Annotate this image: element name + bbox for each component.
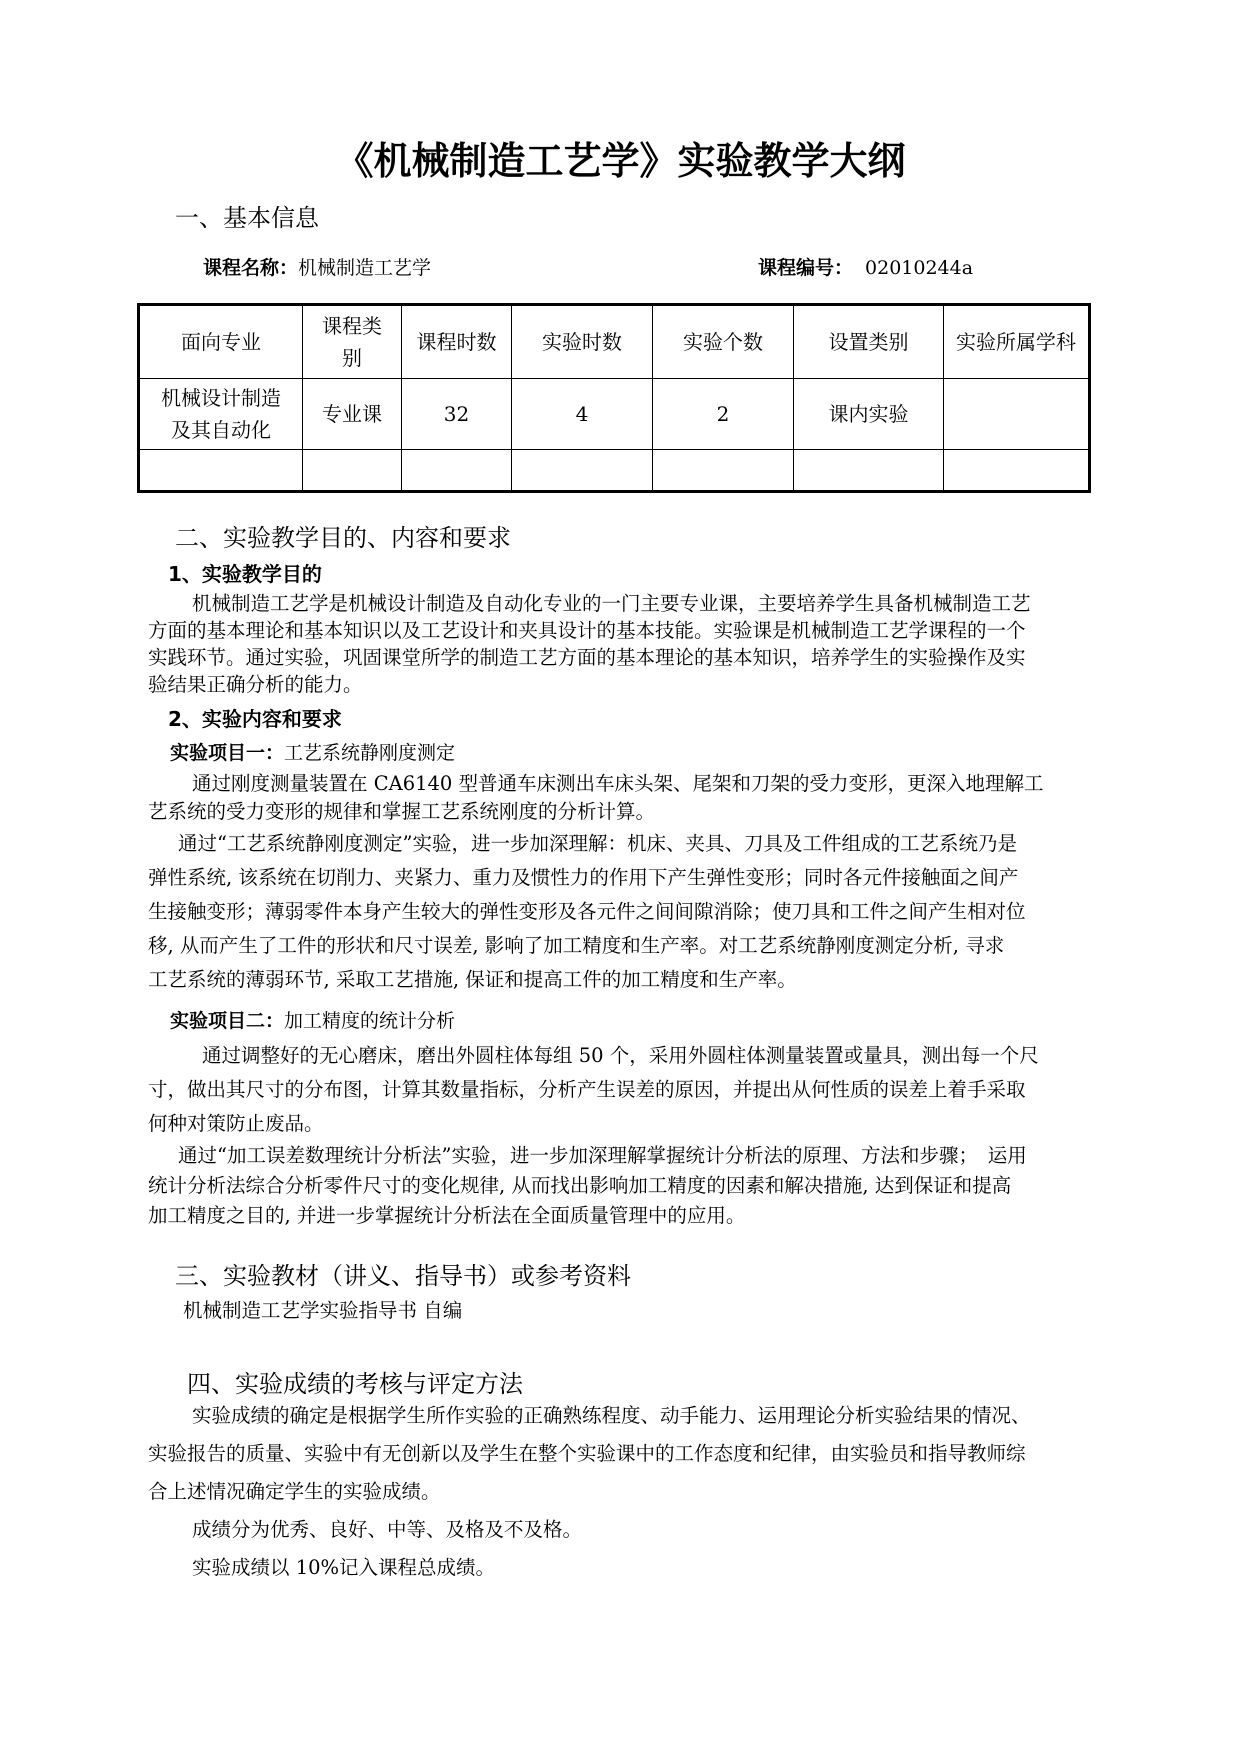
cell-line: 及其自动化 (171, 418, 271, 442)
project1-title (170, 738, 455, 765)
paragraph-line: 实验报告的质量、实验中有无创新以及学生在整个实验课中的工作态度和纪律，由实验员和指导教师综 (148, 1442, 1026, 1465)
paragraph-line: 通过“工艺系统静刚度测定”实验，进一步加深理解：机床、夹具、刀具及工件组成的工艺系统乃是 (178, 832, 1017, 855)
paragraph-line: 验结果正确分析的能力。 (148, 673, 363, 696)
table-cell (402, 450, 512, 492)
table-cell: 2 (653, 379, 794, 450)
paragraph-line: 弹性系统, 该系统在切削力、夹紧力、重力及惯性力的作用下产生弹性变形；同时各元件接触面之间产 (148, 866, 1019, 889)
table-row (139, 450, 1090, 492)
course-code-row (758, 253, 973, 280)
table-cell (794, 450, 944, 492)
sub1-heading: 1、实验教学目的 (168, 562, 322, 586)
table-cell (653, 450, 794, 492)
project2-title (170, 1006, 455, 1033)
paragraph-line: 机械制造工艺学是机械设计制造及自动化专业的一门主要专业课，主要培养学生具备机械制造工艺 (192, 592, 1031, 615)
paragraph-line: 移, 从而产生了工件的形状和尺寸误差, 影响了加工精度和生产率。对工艺系统静刚度测定分析, 寻求 (148, 934, 1005, 957)
header-cell: 实验个数 (653, 305, 794, 379)
project2-paragraph-1 (148, 1040, 1118, 1140)
section4-paragraph-2: 成绩分为优秀、良好、中等、及格及不及格。 (192, 1518, 583, 1541)
table-cell: 32 (402, 379, 512, 450)
table-cell (944, 379, 1090, 450)
table-row (139, 379, 1090, 450)
paragraph-line: 何种对策防止废品。 (148, 1112, 324, 1135)
section3-heading: 三、实验教材（讲义、指导书）或参考资料 (175, 1262, 631, 1290)
course-code-value: 02010244a (865, 257, 974, 279)
paragraph-line: 方面的基本理论和基本知识以及工艺设计和夹具设计的基本技能。实验课是机械制造工艺学课程的一个 (148, 619, 1026, 642)
header-cell-line: 课程类 (322, 314, 382, 338)
table-cell (944, 450, 1090, 492)
section3-reference: 机械制造工艺学实验指导书 自编 (183, 1299, 463, 1322)
header-cell (303, 305, 402, 379)
paragraph-line: 通过调整好的无心磨床，磨出外圆柱体每组 50 个，采用外圆柱体测量装置或量具，测出每一个尺 (202, 1044, 1039, 1067)
table-header-row (139, 305, 1090, 379)
section1-heading: 一、基本信息 (175, 204, 319, 232)
paragraph-line: 实验成绩的确定是根据学生所作实验的正确熟练程度、动手能力、运用理论分析实验结果的情况、 (192, 1404, 1031, 1427)
table-cell: 专业课 (303, 379, 402, 450)
paragraph-line: 通过“加工误差数理统计分析法”实验，进一步加深理解掌握统计分析法的原理、方法和步骤； 运用 (178, 1144, 1027, 1167)
paragraph-line: 统计分析法综合分析零件尺寸的变化规律, 从而找出影响加工精度的因素和解决措施, 达到保证和提高 (148, 1174, 1012, 1197)
table-cell (303, 450, 402, 492)
document-title: 《机械制造工艺学》实验教学大纲 (335, 139, 906, 183)
project1-name: 工艺系统静刚度测定 (284, 742, 456, 764)
course-code-label: 课程编号： (758, 257, 854, 279)
paragraph-line: 生接触变形；薄弱零件本身产生较大的弹性变形及各元件之间间隙消除；使刀具和工件之间产生相对位 (148, 900, 1026, 923)
section2-heading: 二、实验教学目的、内容和要求 (175, 524, 511, 552)
course-info-table (137, 303, 1091, 493)
project1-paragraph-1 (148, 768, 1118, 828)
sub2-heading: 2、实验内容和要求 (168, 707, 342, 731)
table-cell (139, 379, 303, 450)
header-cell-line: 别 (342, 346, 362, 370)
paragraph-line: 寸，做出其尺寸的分布图，计算其数量指标，分析产生误差的原因，并提出从何性质的误差上着手采取 (148, 1078, 1026, 1101)
header-cell: 课程时数 (402, 305, 512, 379)
cell-line: 机械设计制造 (161, 386, 281, 410)
course-name-row (203, 253, 431, 280)
table-cell (512, 450, 653, 492)
sub1-paragraph (148, 588, 1118, 698)
paragraph-line: 加工精度之目的, 并进一步掌握统计分析法在全面质量管理中的应用。 (148, 1204, 746, 1227)
header-cell: 设置类别 (794, 305, 944, 379)
course-name-value: 机械制造工艺学 (298, 257, 432, 279)
header-cell: 面向专业 (139, 305, 303, 379)
paragraph-line: 艺系统的受力变形的规律和掌握工艺系统刚度的分析计算。 (148, 800, 656, 823)
paragraph-line: 工艺系统的薄弱环节, 采取工艺措施, 保证和提高工件的加工精度和生产率。 (148, 968, 797, 991)
section4-paragraph-1 (148, 1400, 1118, 1510)
table-cell: 4 (512, 379, 653, 450)
project2-label: 实验项目二： (170, 1010, 285, 1032)
project1-label: 实验项目一： (170, 742, 285, 764)
project2-paragraph-2 (148, 1140, 1118, 1240)
course-name-label: 课程名称： (203, 257, 299, 279)
project2-name: 加工精度的统计分析 (284, 1010, 456, 1032)
table-cell (139, 450, 303, 492)
header-cell: 实验时数 (512, 305, 653, 379)
paragraph-line: 合上述情况确定学生的实验成绩。 (148, 1480, 441, 1503)
paragraph-line: 实践环节。通过实验，巩固课堂所学的制造工艺方面的基本理论的基本知识，培养学生的实验操作及实 (148, 646, 1026, 669)
table-cell: 课内实验 (794, 379, 944, 450)
paragraph-line: 通过刚度测量装置在 CA6140 型普通车床测出车床头架、尾架和刀架的受力变形，更深入地理解工 (192, 772, 1044, 795)
section4-heading: 四、实验成绩的考核与评定方法 (187, 1370, 523, 1398)
project1-paragraph-2 (148, 828, 1118, 998)
header-cell: 实验所属学科 (944, 305, 1090, 379)
section4-paragraph-3: 实验成绩以 10%记入课程总成绩。 (192, 1556, 496, 1579)
